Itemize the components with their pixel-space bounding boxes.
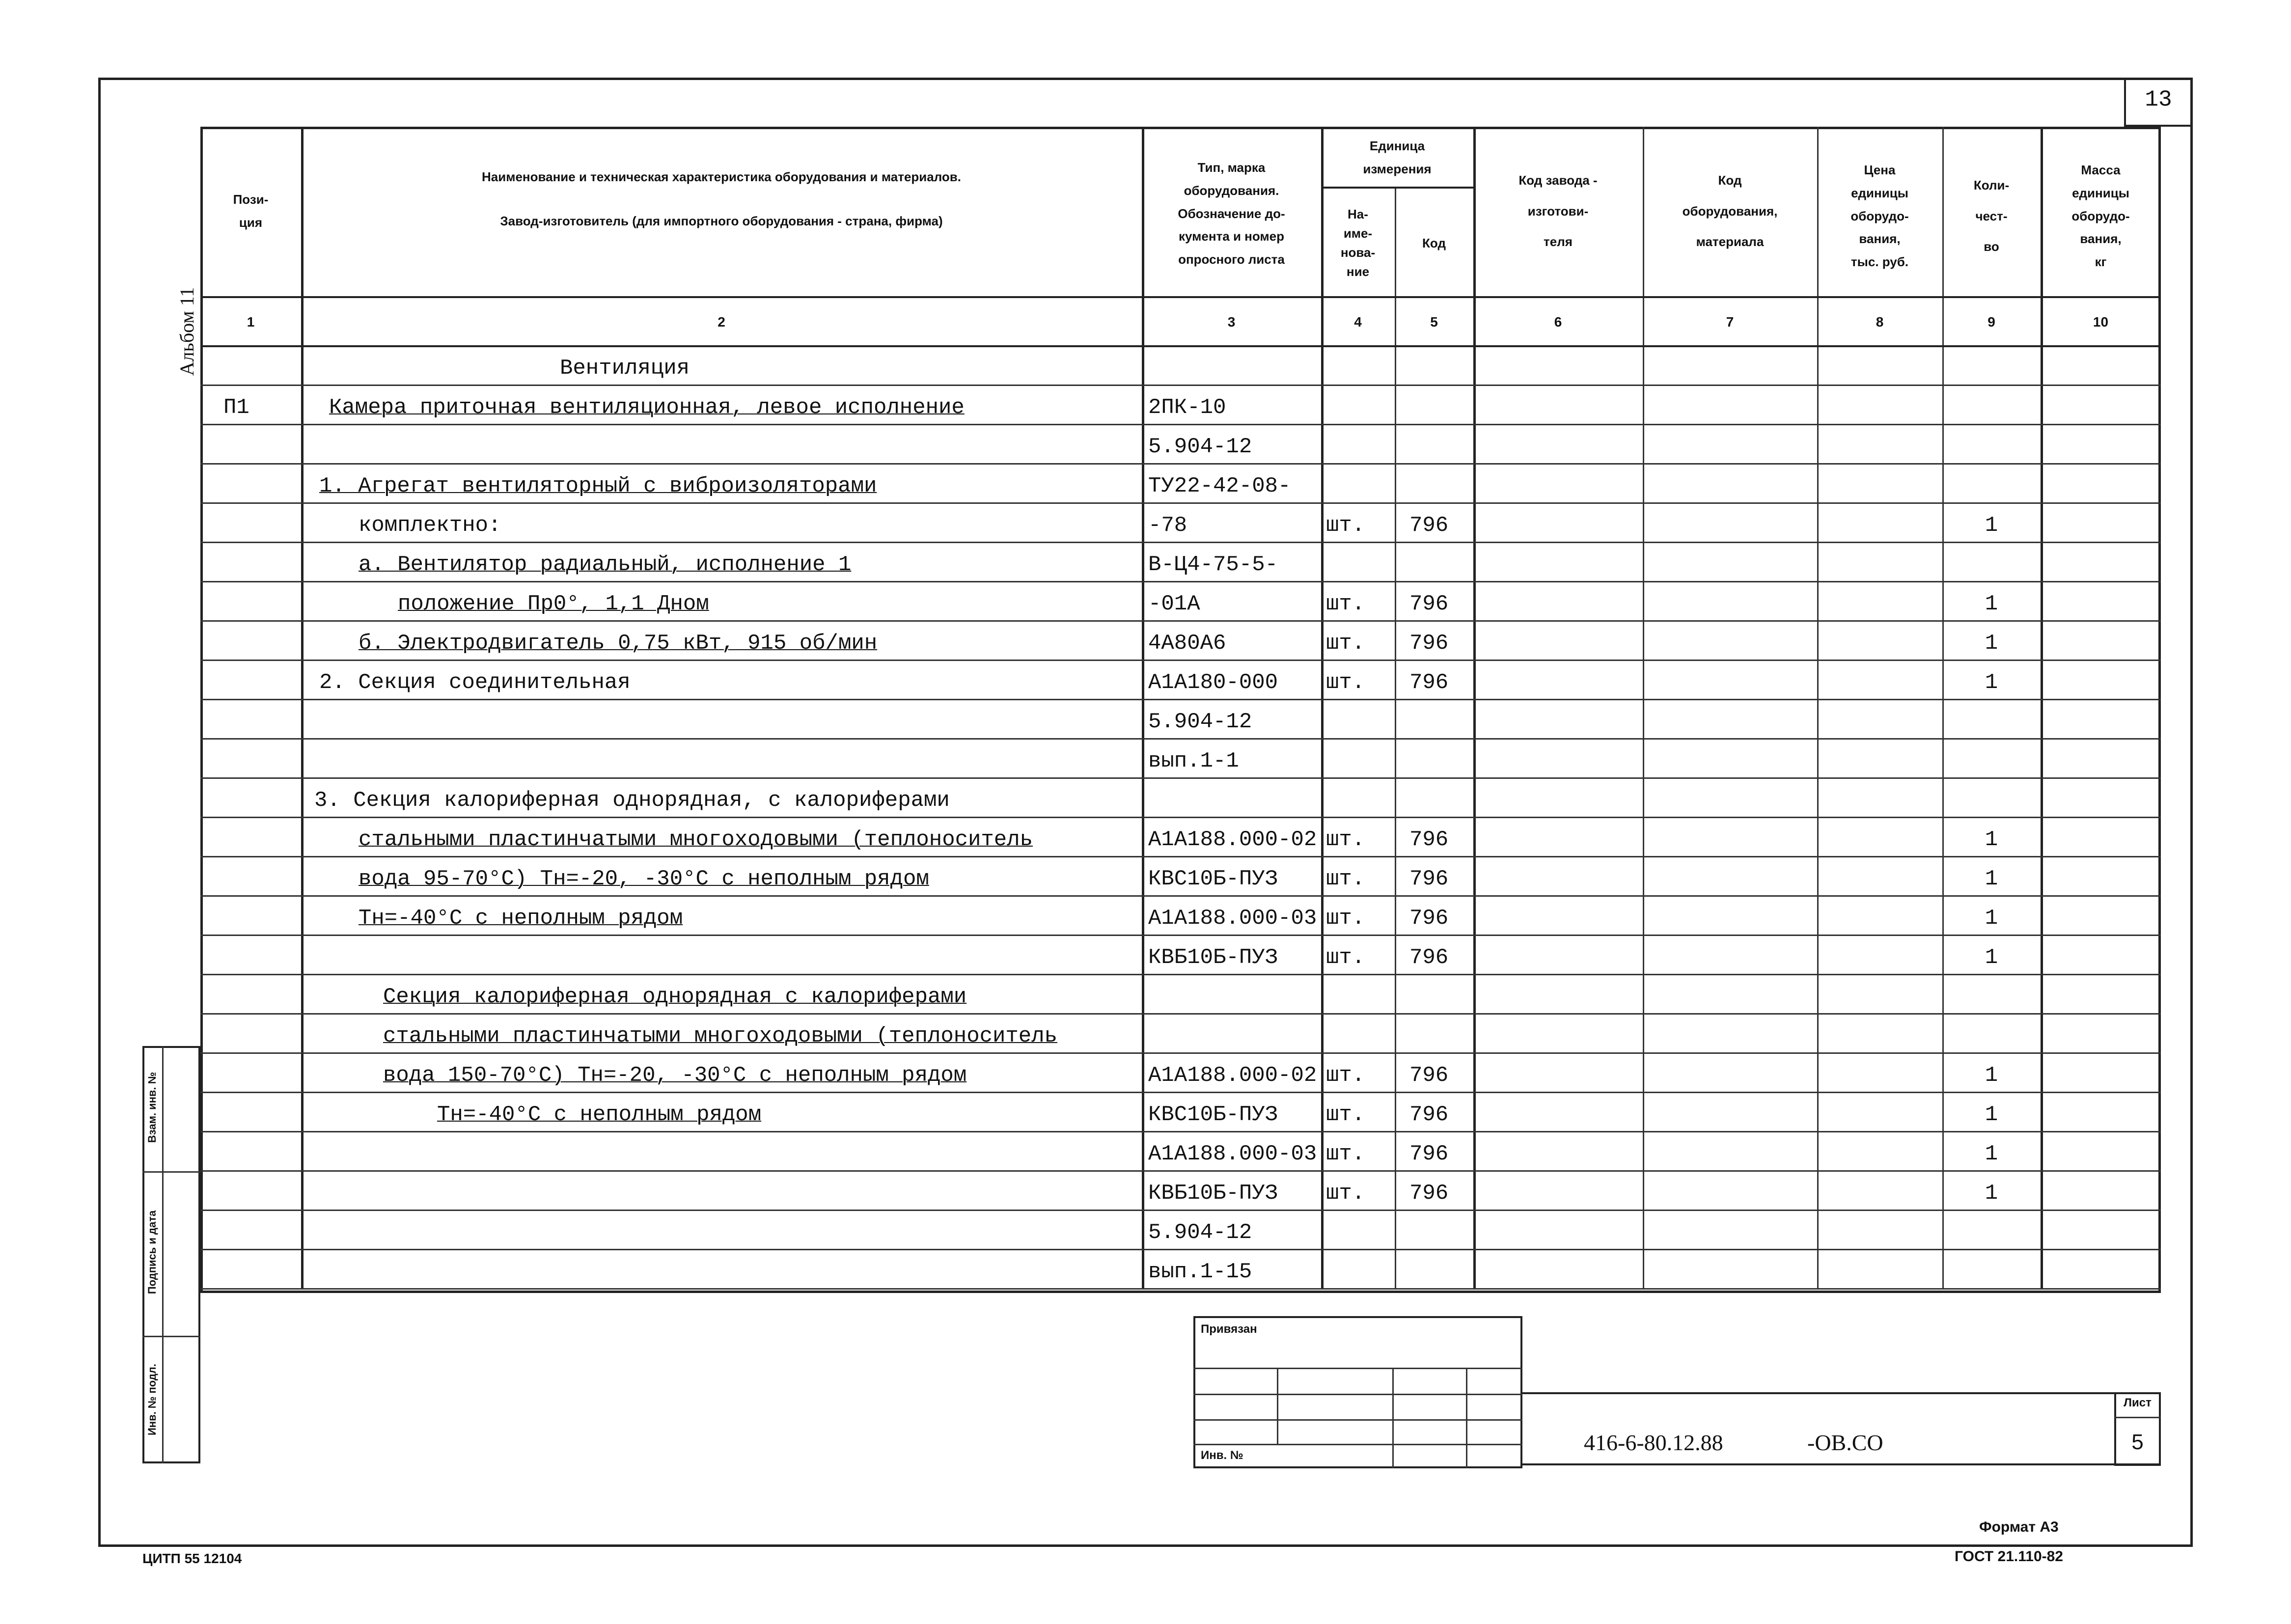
row-unit: шт. xyxy=(1326,1063,1365,1088)
row-unit-code: 796 xyxy=(1409,1063,1449,1088)
row-name: Секция калориферная однорядная с калориферами xyxy=(383,985,967,1009)
row-position: П1 xyxy=(223,395,249,420)
row-divider xyxy=(200,385,2161,386)
row-name: вода 150-70°С) Тн=-20, -30°С с неполным рядом xyxy=(383,1063,967,1088)
header-bottom-line xyxy=(200,296,2161,298)
corner-page-number: 13 xyxy=(2145,87,2172,112)
row-unit-code: 796 xyxy=(1409,906,1449,931)
row-unit: шт. xyxy=(1326,631,1365,656)
row-unit: шт. xyxy=(1326,906,1365,931)
privyazan-line-3 xyxy=(1193,1419,1522,1421)
left-stamp-divider xyxy=(162,1046,164,1463)
row-unit: шт. xyxy=(1326,513,1365,538)
footer-format: Формат А3 xyxy=(1979,1519,2059,1535)
column-number-8: 8 xyxy=(1876,314,1884,330)
row-quantity: 1 xyxy=(1985,631,1998,656)
row-type: ТУ22-42-08- xyxy=(1148,474,1291,498)
row-name: 2. Секция соединительная xyxy=(319,670,631,695)
row-unit: шт. xyxy=(1326,1142,1365,1166)
row-name: стальными пластинчатыми многоходовыми (теплоноситель xyxy=(383,1024,1058,1048)
row-unit: шт. xyxy=(1326,945,1365,970)
privyazan-label: Привязан xyxy=(1201,1322,1257,1336)
row-type: А1А188.000-02 xyxy=(1148,827,1317,852)
row-type: вып.1-1 xyxy=(1148,749,1239,773)
row-divider xyxy=(200,895,2161,897)
row-divider xyxy=(200,738,2161,740)
row-name: а. Вентилятор радиальный, исполнение 1 xyxy=(359,552,852,577)
column-number-5: 5 xyxy=(1430,314,1438,330)
row-divider xyxy=(200,856,2161,857)
header-name-line2: Завод-изготовитель (для импортного оборудования - страна, фирма) xyxy=(500,213,943,228)
row-divider xyxy=(200,1288,2161,1290)
stamp-vzam: Взам. инв. № xyxy=(146,1072,158,1143)
privyazan-line-1 xyxy=(1193,1368,1522,1369)
row-type: 5.904-12 xyxy=(1148,710,1252,734)
column-number-9: 9 xyxy=(1987,314,1995,330)
row-divider xyxy=(200,620,2161,622)
header-position: Пози- ция xyxy=(233,192,269,230)
row-type: А1А188.000-02 xyxy=(1148,1063,1317,1088)
colnum-bottom-line xyxy=(200,345,2161,347)
header-unit-name: На- име- нова- ние xyxy=(1340,207,1376,279)
row-type: КВБ10Б-ПУЗ xyxy=(1148,945,1278,970)
row-type: 2ПК-10 xyxy=(1148,395,1226,420)
row-divider xyxy=(200,463,2161,465)
row-unit: шт. xyxy=(1326,670,1365,695)
left-stamp-line-2 xyxy=(142,1336,200,1337)
row-divider xyxy=(200,1052,2161,1054)
row-type: 4А80А6 xyxy=(1148,631,1226,656)
row-divider xyxy=(200,817,2161,818)
row-type: А1А180-000 xyxy=(1148,670,1278,695)
footer-left: ЦИТП 55 12104 xyxy=(142,1551,242,1566)
column-number-2: 2 xyxy=(718,314,725,330)
row-divider xyxy=(200,1249,2161,1250)
row-unit-code: 796 xyxy=(1409,1142,1449,1166)
column-number-10: 10 xyxy=(2093,314,2109,330)
row-quantity: 1 xyxy=(1985,827,1998,852)
row-name: 1. Агрегат вентиляторный с виброизоляторами xyxy=(319,474,877,498)
row-name: стальными пластинчатыми многоходовыми (теплоноситель xyxy=(359,827,1033,852)
document-suffix: -ОВ.СО xyxy=(1807,1430,1883,1455)
row-unit-code: 796 xyxy=(1409,631,1449,656)
row-type: 5.904-12 xyxy=(1148,435,1252,459)
row-divider xyxy=(200,1131,2161,1132)
row-name: Камера приточная вентиляционная, левое исполнение xyxy=(329,395,965,420)
row-name: 3. Секция калориферная однорядная, с калориферами xyxy=(314,788,950,813)
list-label: Лист xyxy=(2124,1396,2152,1409)
row-type: А1А188.000-03 xyxy=(1148,906,1317,931)
row-type: А1А188.000-03 xyxy=(1148,1142,1317,1166)
header-factory-code: Код завода - изготови- теля xyxy=(1518,173,1598,249)
row-quantity: 1 xyxy=(1985,1102,1998,1127)
privyazan-line-4 xyxy=(1193,1444,1522,1445)
row-divider xyxy=(200,581,2161,582)
row-divider xyxy=(200,424,2161,425)
row-divider xyxy=(200,1210,2161,1211)
album-label: Альбом 11 xyxy=(175,287,198,376)
header-type: Тип, марка оборудования. Обозначение до- кумента и номер опросного листа xyxy=(1178,160,1285,267)
row-unit-code: 796 xyxy=(1409,670,1449,695)
list-number: 5 xyxy=(2131,1430,2144,1454)
row-unit-code: 796 xyxy=(1409,1102,1449,1127)
row-divider xyxy=(200,935,2161,936)
row-unit: шт. xyxy=(1326,867,1365,891)
row-name: Тн=-40°С с неполным рядом xyxy=(359,906,683,931)
stamp-inv-podl: Инв. № подл. xyxy=(146,1364,158,1435)
privyazan-box xyxy=(1193,1316,1522,1468)
row-divider xyxy=(200,502,2161,504)
row-unit-code: 796 xyxy=(1409,592,1449,616)
header-quantity: Коли- чест- во xyxy=(1973,178,2010,254)
unit-group-divider xyxy=(1321,187,1473,189)
row-unit: шт. xyxy=(1326,592,1365,616)
header-mass: Масса единицы оборудо- вания, кг xyxy=(2071,163,2130,270)
header-unit-group: Единица измерения xyxy=(1363,138,1432,176)
row-quantity: 1 xyxy=(1985,1063,1998,1088)
row-quantity: 1 xyxy=(1985,867,1998,891)
row-quantity: 1 xyxy=(1985,592,1998,616)
row-type: -78 xyxy=(1148,513,1187,538)
row-name: комплектно: xyxy=(359,513,501,538)
row-divider xyxy=(200,777,2161,779)
row-quantity: 1 xyxy=(1985,670,1998,695)
row-quantity: 1 xyxy=(1985,1142,1998,1166)
frame-left-extension xyxy=(200,1290,203,1293)
row-divider xyxy=(200,974,2161,975)
designation-top-line xyxy=(1522,1392,2161,1394)
row-type: вып.1-15 xyxy=(1148,1260,1252,1284)
row-unit-code: 796 xyxy=(1409,513,1449,538)
row-unit-code: 796 xyxy=(1409,827,1449,852)
row-type: КВС10Б-ПУЗ xyxy=(1148,1102,1278,1127)
designation-bottom-line xyxy=(1522,1463,2161,1465)
column-number-7: 7 xyxy=(1726,314,1734,330)
row-divider xyxy=(200,542,2161,543)
row-quantity: 1 xyxy=(1985,945,1998,970)
row-unit-code: 796 xyxy=(1409,945,1449,970)
header-unit-code: Код xyxy=(1422,235,1446,250)
row-unit-code: 796 xyxy=(1409,867,1449,891)
list-box-divider xyxy=(2114,1417,2161,1418)
privyazan-vline-1 xyxy=(1277,1368,1278,1444)
row-name: б. Электродвигатель 0,75 кВт, 915 об/мин xyxy=(359,631,878,656)
row-type: -01А xyxy=(1148,592,1200,616)
row-divider xyxy=(200,1170,2161,1172)
row-name: положение Пр0°, 1,1 Дном xyxy=(398,592,709,616)
row-name: Вентиляция xyxy=(560,356,690,381)
row-name: Тн=-40°С с неполным рядом xyxy=(437,1102,762,1127)
stamp-podpis: Подпись и дата xyxy=(146,1210,158,1294)
column-number-1: 1 xyxy=(247,314,255,330)
row-divider xyxy=(200,1013,2161,1015)
row-type: КВС10Б-ПУЗ xyxy=(1148,867,1278,891)
column-number-3: 3 xyxy=(1227,314,1236,330)
row-quantity: 1 xyxy=(1985,1181,1998,1206)
column-number-6: 6 xyxy=(1554,314,1562,330)
privyazan-vline-3 xyxy=(1466,1368,1467,1468)
row-quantity: 1 xyxy=(1985,906,1998,931)
row-divider xyxy=(200,699,2161,700)
row-divider xyxy=(200,660,2161,661)
privyazan-line-2 xyxy=(1193,1394,1522,1395)
column-number-4: 4 xyxy=(1354,314,1362,330)
header-name-line1: Наименование и техническая характеристика оборудования и материалов. xyxy=(481,169,961,184)
row-divider xyxy=(200,1092,2161,1093)
row-quantity: 1 xyxy=(1985,513,1998,538)
row-type: 5.904-12 xyxy=(1148,1220,1252,1245)
row-unit-code: 796 xyxy=(1409,1181,1449,1206)
row-unit: шт. xyxy=(1326,827,1365,852)
row-unit: шт. xyxy=(1326,1181,1365,1206)
privyazan-vline-2 xyxy=(1392,1368,1394,1468)
footer-gost: ГОСТ 21.110-82 xyxy=(1955,1548,2063,1565)
inv-no-label: Инв. № xyxy=(1201,1449,1243,1462)
row-unit: шт. xyxy=(1326,1102,1365,1127)
row-name: вода 95-70°С) Тн=-20, -30°С с неполным рядом xyxy=(359,867,929,891)
left-stamp-line-1 xyxy=(142,1171,200,1173)
row-type: В-Ц4-75-5- xyxy=(1148,552,1278,577)
header-price: Цена единицы оборудо- вания, тыс. руб. xyxy=(1850,163,1909,270)
row-type: КВБ10Б-ПУЗ xyxy=(1148,1181,1278,1206)
document-code: 416-6-80.12.88 xyxy=(1584,1430,1723,1455)
header-equipment-code: Код оборудования, материала xyxy=(1682,173,1778,249)
